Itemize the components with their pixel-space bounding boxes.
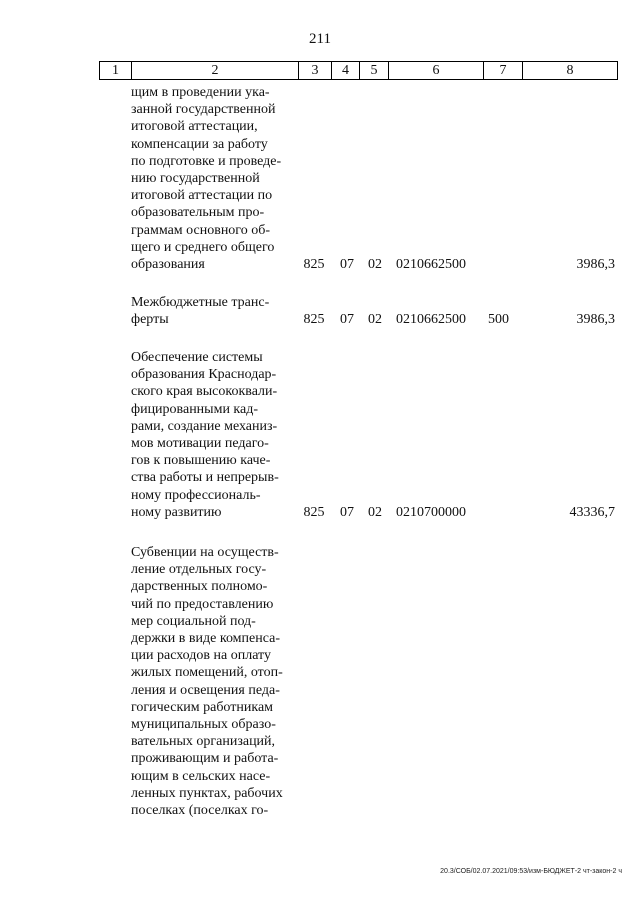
description-line: дарственных полномо- bbox=[131, 579, 268, 595]
header-col-2: 2 bbox=[132, 62, 299, 80]
description-line: ному развитию bbox=[131, 504, 222, 520]
description-line: ции расходов на оплату bbox=[131, 648, 271, 664]
amount: 43336,7 bbox=[569, 504, 615, 520]
description-line: проживающим и работа- bbox=[131, 751, 279, 767]
description-line: мер социальной под- bbox=[131, 613, 256, 629]
description-line: щим в проведении ука- bbox=[131, 85, 270, 100]
description-line: нию государственной bbox=[131, 171, 260, 187]
row-description bbox=[131, 84, 297, 273]
subsection-code: 02 bbox=[368, 312, 382, 328]
description-line: ства работы и непрерыв- bbox=[131, 470, 279, 486]
description-line: компенсации за работу bbox=[131, 136, 268, 152]
subsection-code: 02 bbox=[368, 257, 382, 272]
description-line: Обеспечение системы bbox=[131, 350, 263, 365]
header-col-6: 6 bbox=[389, 62, 484, 80]
description-line: итоговой аттестации, bbox=[131, 119, 258, 135]
description-line: ному профессиональ- bbox=[131, 487, 261, 503]
description-line: по подготовке и проведе- bbox=[131, 153, 282, 169]
row-description bbox=[131, 349, 297, 521]
description-line: чий по предоставлению bbox=[131, 596, 274, 612]
expense-type-code: 500 bbox=[488, 312, 509, 328]
document-footer-code: 20.3/СОБ/02.07.2021/09:53/изм-БЮДЖЕТ-2 чт-закон-2 ч bbox=[440, 868, 622, 875]
description-line: гов к повышению каче- bbox=[131, 453, 271, 469]
column-number-header bbox=[99, 61, 618, 80]
description-line: держки в виде компенса- bbox=[131, 631, 280, 647]
description-line: ферты bbox=[131, 312, 169, 328]
target-article-code: 0210662500 bbox=[396, 257, 466, 272]
description-line: ющим в сельских насе- bbox=[131, 768, 271, 784]
ved-code: 825 bbox=[303, 312, 325, 328]
header-col-4: 4 bbox=[332, 62, 360, 80]
description-line: ление отдельных госу- bbox=[131, 562, 267, 578]
header-col-8: 8 bbox=[523, 62, 618, 80]
description-line: образования bbox=[131, 257, 205, 273]
section-code: 07 bbox=[340, 257, 354, 272]
description-line: итоговой аттестации по bbox=[131, 188, 273, 204]
section-code: 07 bbox=[340, 312, 354, 328]
description-line: жилых помещений, отоп- bbox=[131, 665, 283, 681]
description-line: образования Краснодар- bbox=[131, 367, 277, 383]
target-article-code: 0210662500 bbox=[396, 312, 466, 328]
row-description bbox=[131, 544, 297, 819]
header-col-3: 3 bbox=[299, 62, 332, 80]
description-line: щего и среднего общего bbox=[131, 239, 275, 255]
header-col-1: 1 bbox=[100, 62, 132, 80]
description-line: поселках (поселках го- bbox=[131, 803, 269, 819]
header-col-7: 7 bbox=[484, 62, 523, 80]
amount: 3986,3 bbox=[576, 312, 615, 328]
description-line: занной государственной bbox=[131, 102, 276, 118]
description-line: вательных организаций, bbox=[131, 734, 276, 750]
row-description bbox=[131, 294, 297, 328]
ved-code: 825 bbox=[303, 257, 325, 272]
section-code: 07 bbox=[340, 504, 354, 520]
description-line: мов мотивации педаго- bbox=[131, 436, 269, 452]
target-article-code: 0210700000 bbox=[396, 504, 466, 520]
description-line: граммам основного об- bbox=[131, 222, 270, 238]
header-col-5: 5 bbox=[360, 62, 389, 80]
description-line: ленных пунктах, рабочих bbox=[131, 785, 283, 801]
subsection-code: 02 bbox=[368, 504, 382, 520]
description-line: ского края высококвали- bbox=[131, 384, 278, 400]
ved-code: 825 bbox=[303, 504, 325, 520]
description-line: муниципальных образо- bbox=[131, 717, 276, 733]
description-line: образовательным про- bbox=[131, 205, 265, 221]
description-line: ления и освещения педа- bbox=[131, 682, 280, 698]
description-line: рами, создание механиз- bbox=[131, 418, 278, 434]
amount: 3986,3 bbox=[576, 257, 615, 272]
description-line: Межбюджетные транс- bbox=[131, 295, 270, 310]
page-number: 211 bbox=[309, 31, 331, 47]
description-line: гогическим работникам bbox=[131, 699, 274, 715]
description-line: фицированными кад- bbox=[131, 401, 259, 417]
description-line: Субвенции на осуществ- bbox=[131, 545, 279, 560]
